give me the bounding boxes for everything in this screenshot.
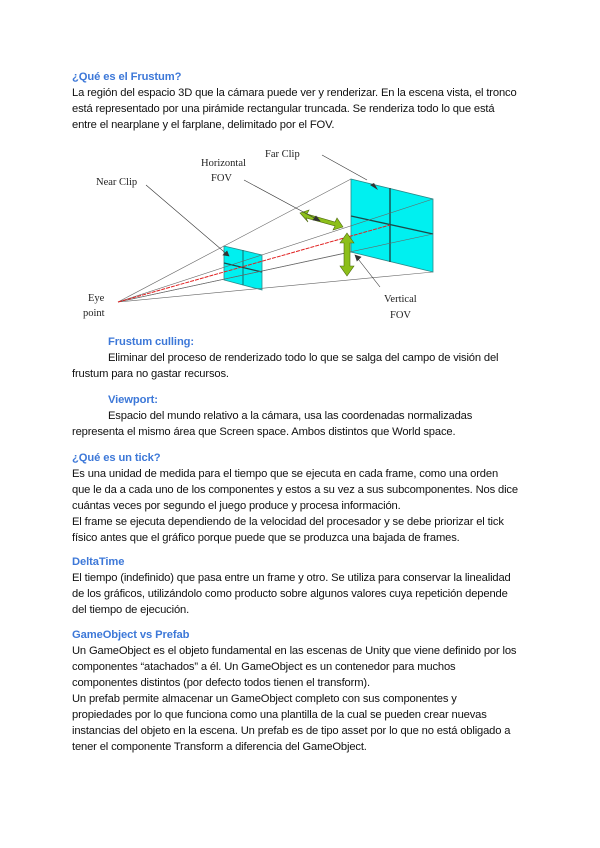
frustum-diagram bbox=[70, 135, 450, 335]
label-horizontal-fov-2: FOV bbox=[211, 173, 233, 184]
text-line: físico antes que el gráfico porque puede que se produzca una bajada de frames. bbox=[72, 532, 460, 544]
label-eye-point-2: point bbox=[83, 308, 105, 319]
paragraph-frustum bbox=[72, 85, 534, 133]
text-line: La región del espacio 3D que la cámara puede ver y renderizar. En la escena vista, el tronco bbox=[72, 87, 517, 99]
heading-frustum-culling: Frustum culling: bbox=[108, 336, 195, 348]
label-near-clip: Near Clip bbox=[96, 177, 138, 188]
paragraph-frustum-culling bbox=[72, 350, 534, 382]
paragraph-tick bbox=[72, 466, 534, 546]
label-horizontal-fov: Horizontal bbox=[201, 158, 246, 169]
text-line: instancias del objeto en la escena. Un prefab es de tipo asset por lo que no está obligado a bbox=[72, 725, 511, 737]
text-line: del tiempo de ejecución. bbox=[72, 604, 190, 616]
heading-gameobject-vs-prefab: GameObject vs Prefab bbox=[72, 629, 190, 641]
heading-tick: ¿Qué es un tick? bbox=[72, 452, 161, 464]
text-line: entre el nearplane y el farplane, delimitado por el FOV. bbox=[72, 119, 335, 131]
paragraph-viewport bbox=[72, 408, 534, 440]
heading-frustum: ¿Qué es el Frustum? bbox=[72, 71, 182, 83]
text-line: está representado por una pirámide rectangular truncada. Se renderiza todo lo que está bbox=[72, 103, 495, 115]
text-line: Es una unidad de medida para el tiempo que se ejecuta en cada frame, como una orden bbox=[72, 468, 499, 480]
paragraph-gameobject-vs-prefab bbox=[72, 643, 534, 755]
label-vertical-fov: Vertical bbox=[384, 294, 417, 305]
text-line: Un GameObject es el objeto fundamental en las escenas de Unity que viene definido por los bbox=[72, 645, 517, 657]
text-line: cuántas veces por segundo el juego produce y procesa información. bbox=[72, 500, 401, 512]
text-line: que le da a cada uno de los componentes y estos a su vez a sus subcomponentes. Nos dice bbox=[72, 484, 518, 496]
text-line: representa el mismo área que Screen space. Ambos distintos que World space. bbox=[72, 426, 456, 438]
text-line: de los gráficos, utilizándolo como producto sobre algunos valores cuya repetición depende bbox=[72, 588, 508, 600]
text-line: El tiempo (indefinido) que pasa entre un frame y otro. Se utiliza para conservar la linealidad bbox=[72, 572, 511, 584]
heading-deltatime: DeltaTime bbox=[72, 556, 125, 568]
label-eye-point: Eye bbox=[88, 293, 105, 304]
text-line: componentes “atachados” a él. Un GameObject es un contenedor para muchos bbox=[72, 661, 456, 673]
paragraph-deltatime bbox=[72, 570, 534, 618]
text-line: propiedades por lo que funciona como una plantilla de la cual se pueden crear nuevas bbox=[72, 709, 487, 721]
text-line: Un prefab permite almacenar un GameObject completo con sus componentes y bbox=[72, 693, 457, 705]
text-line: frustum para no gastar recursos. bbox=[72, 368, 229, 380]
horizontal-fov-arrow bbox=[300, 210, 343, 230]
heading-viewport: Viewport: bbox=[108, 394, 158, 406]
label-vertical-fov-2: FOV bbox=[390, 310, 412, 321]
text-line: componentes distintos (por defecto todos tienen el transform). bbox=[72, 677, 370, 689]
text-line: Eliminar del proceso de renderizado todo lo que se salga del campo de visión del bbox=[108, 352, 499, 364]
text-line: Espacio del mundo relativo a la cámara, usa las coordenadas normalizadas bbox=[108, 410, 473, 422]
text-line: tener el componente Transform a diferencia del GameObject. bbox=[72, 741, 367, 753]
label-far-clip: Far Clip bbox=[265, 149, 300, 160]
text-line: El frame se ejecuta dependiendo de la velocidad del procesador y se debe priorizar el tick bbox=[72, 516, 504, 528]
